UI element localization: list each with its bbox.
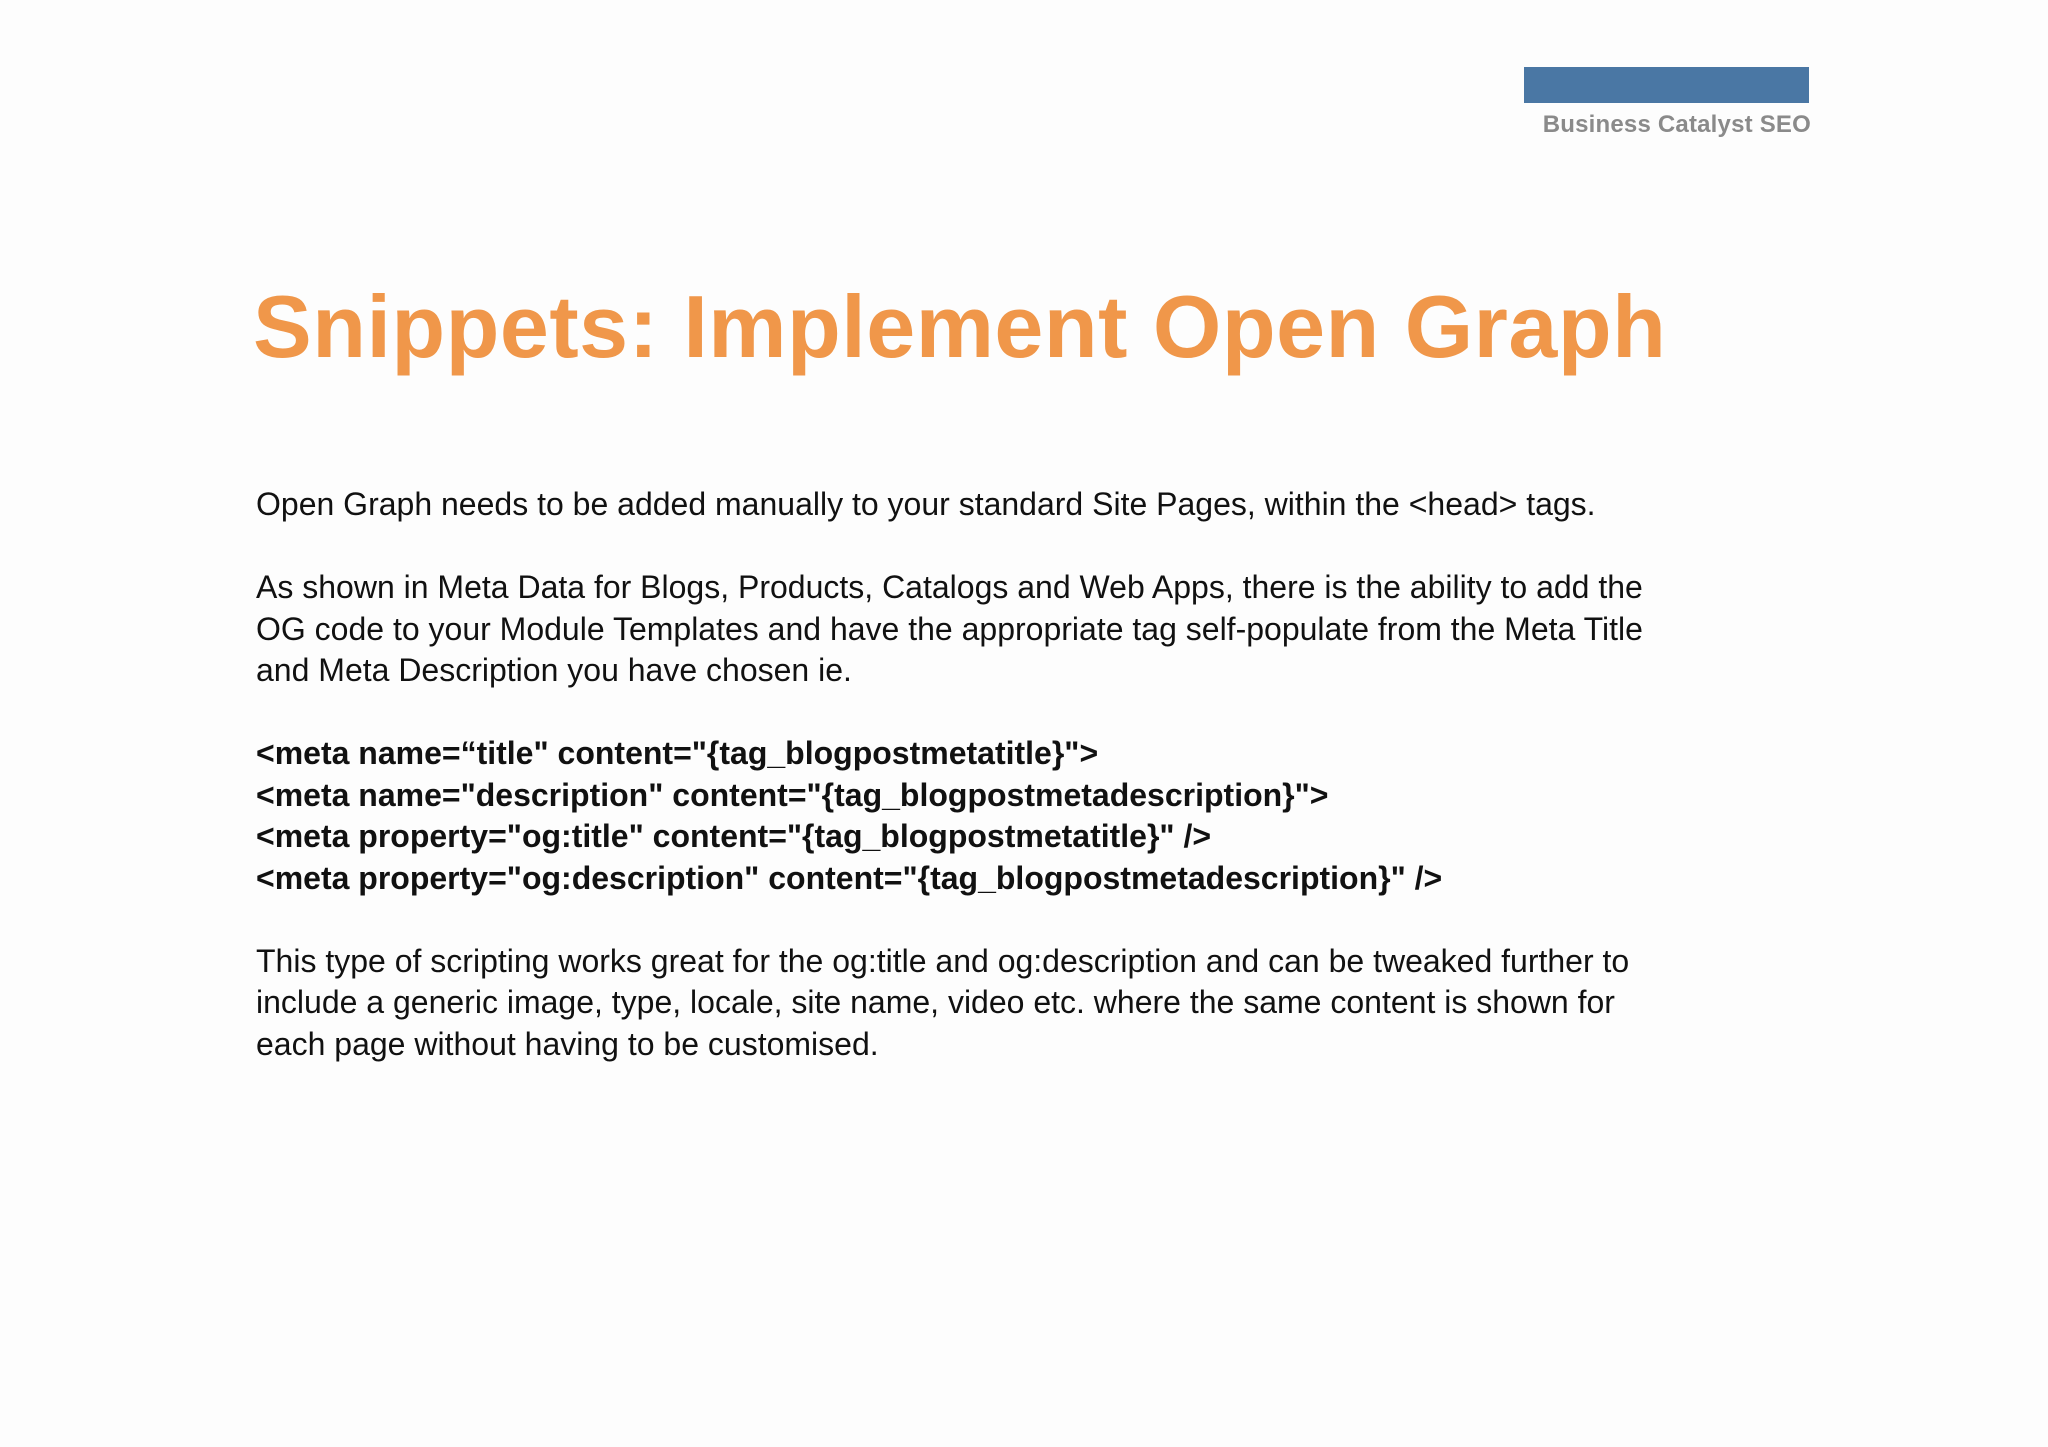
code-line: <meta property="og:description" content="{tag_blogpostmetadescription}" /> — [256, 859, 1443, 896]
code-line: <meta property="og:title" content="{tag_blogpostmetatitle}" /> — [256, 818, 1212, 854]
code-line: <meta name=“title" content="{tag_blogpostmetatitle}"> — [256, 735, 1099, 771]
closing-paragraph — [256, 941, 1816, 1066]
text-line: include a generic image, type, locale, site name, video etc. where the same content is shown for — [256, 984, 1615, 1020]
text-line: This type of scripting works great for the og:title and og:description and can be tweaked further to — [256, 942, 1630, 979]
text-line: Open Graph needs to be added manually to your standard Site Pages, within the <head> tags. — [256, 486, 1596, 522]
slide-title: Snippets: Implement Open Graph — [253, 277, 1667, 376]
text-line: and Meta Description you have chosen ie. — [256, 652, 852, 688]
brand-label: Business Catalyst SEO — [1542, 111, 1811, 138]
intro-paragraph — [256, 484, 1816, 526]
text-line: As shown in Meta Data for Blogs, Products, Catalogs and Web Apps, there is the ability to add the — [256, 569, 1643, 605]
meta-data-paragraph — [256, 567, 1816, 692]
slide-body — [256, 484, 1816, 1107]
code-line: <meta name="description" content="{tag_blogpostmetadescription}"> — [256, 776, 1329, 813]
brand-color-bar — [1524, 67, 1809, 103]
code-snippet — [256, 733, 1816, 899]
text-line: OG code to your Module Templates and have the appropriate tag self-populate from the Meta Title — [256, 610, 1643, 647]
text-line: each page without having to be customised. — [256, 1025, 879, 1062]
